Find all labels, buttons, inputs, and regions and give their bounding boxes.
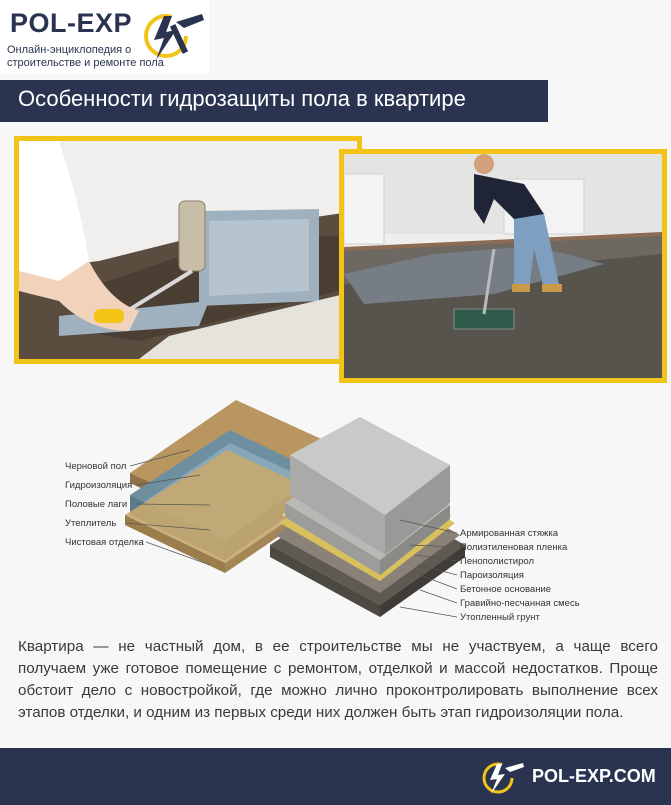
concrete-label-0: Армированная стяжка bbox=[460, 528, 559, 539]
hammer-lightning-icon bbox=[480, 760, 526, 796]
logo-title: POL-EXP bbox=[10, 8, 133, 38]
concrete-label-1: Полиэтиленовая пленка bbox=[460, 542, 568, 553]
wood-label-2: Половые лаги bbox=[65, 499, 128, 510]
roller-applying-waterproofing-photo bbox=[19, 141, 357, 359]
wood-label-1: Гидроизоляция bbox=[65, 480, 133, 491]
footer-site-link[interactable]: POL-EXP.COM bbox=[532, 766, 656, 786]
body-paragraph: Квартира — не частный дом, в ее строительстве мы не участвуем, а чаще всего получаем уже готовое помещение с ремонтом, отделкой и массой недостатков. Проще обстоит дело с новостройкой, где можно лично проконтролировать выполнение всех этапов отделки, и одним из первых среди них должен быть этап гидроизоляции пола. bbox=[18, 638, 658, 721]
photo-floor-rolling bbox=[339, 149, 667, 383]
wood-label-4: Чистовая отделка bbox=[65, 537, 144, 548]
concrete-label-4: Бетонное основание bbox=[460, 584, 552, 595]
concrete-label-5: Гравийно-песчанная смесь bbox=[460, 598, 580, 609]
floor-layers-diagram bbox=[60, 395, 620, 630]
concrete-label-3: Пароизоляция bbox=[460, 570, 524, 581]
logo-subtitle-line1: Онлайн-энциклопедия о bbox=[7, 44, 132, 56]
man-rolling-floor-photo bbox=[344, 154, 662, 378]
page-title: Особенности гидрозащиты пола в квартире bbox=[18, 86, 466, 111]
logo-subtitle-line2: строительстве и ремонте пола bbox=[7, 57, 164, 69]
photo-waterproofing-corner bbox=[14, 136, 362, 364]
wood-label-0: Черновой пол bbox=[65, 461, 127, 472]
logo-subtitle bbox=[7, 44, 177, 70]
concrete-label-2: Пенополистирол bbox=[460, 556, 535, 567]
logo-block[interactable] bbox=[0, 0, 209, 74]
wood-label-3: Утеплитель bbox=[65, 518, 117, 529]
concrete-label-6: Утопленный грунт bbox=[460, 612, 540, 623]
title-bar bbox=[0, 80, 548, 122]
